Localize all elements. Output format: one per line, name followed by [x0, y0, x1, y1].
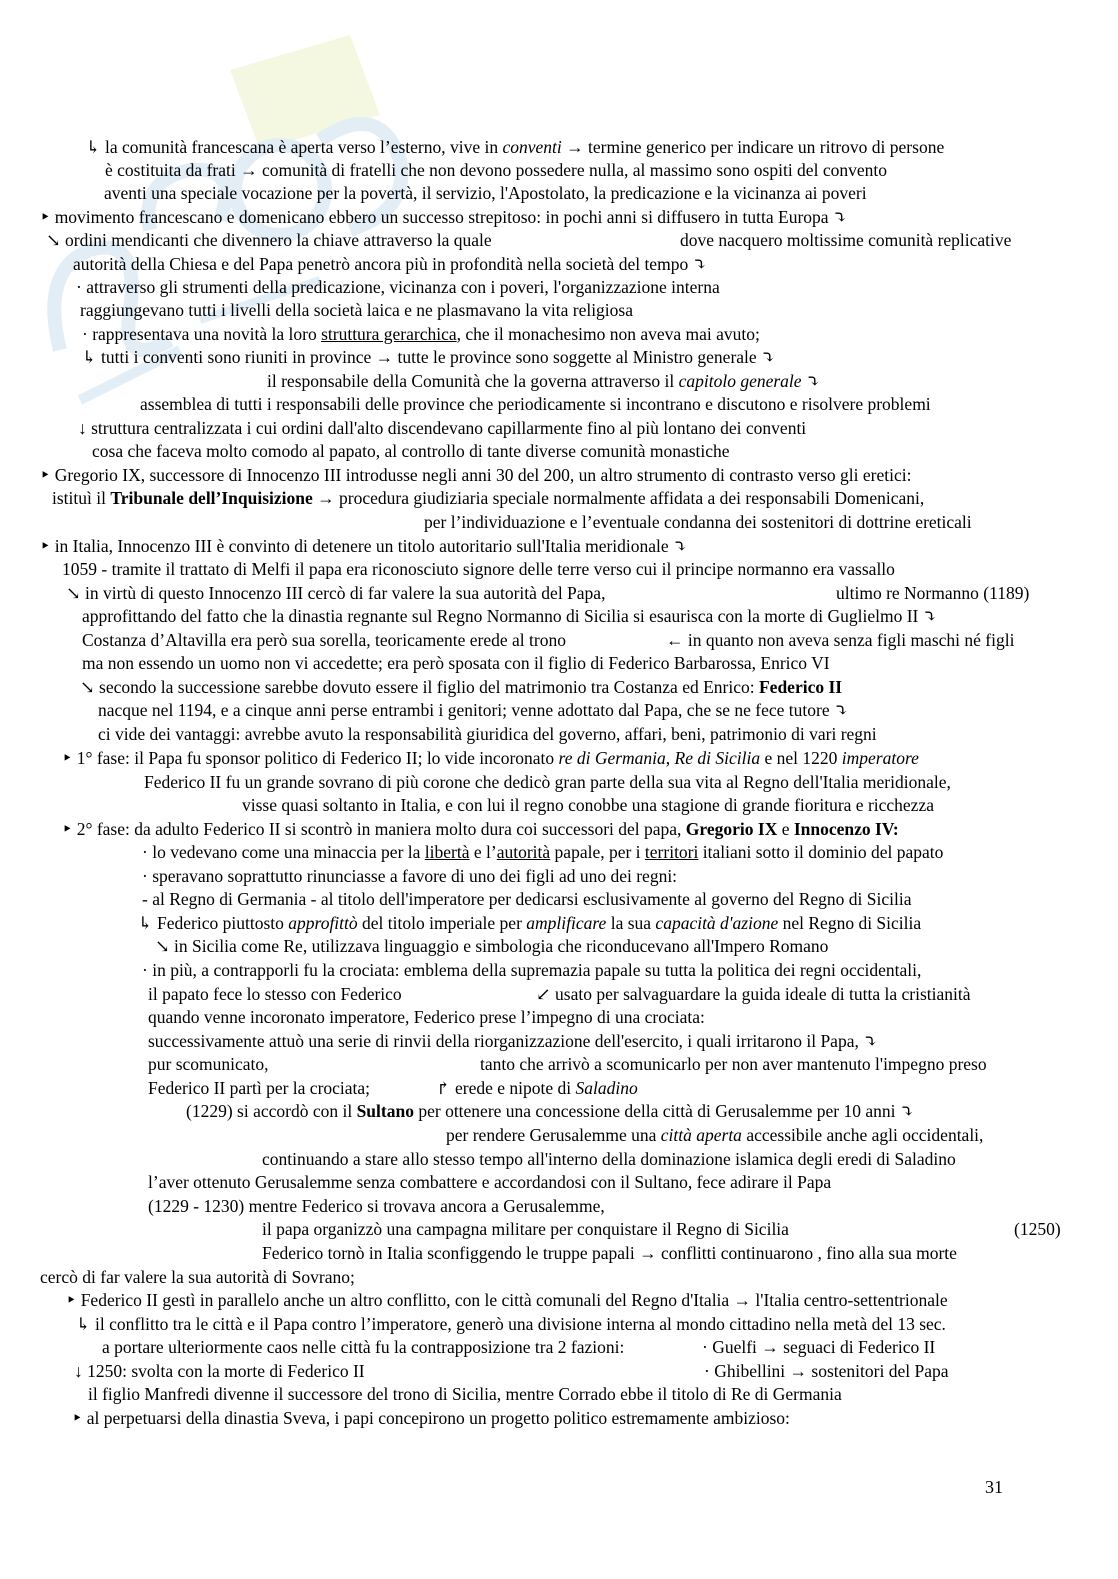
line: approfittando del fatto che la dinastia regnante sul Regno Normanno di Sicilia si esaurisca con la morte di Guglielmo II ⤵ — [82, 606, 938, 626]
line: ci vide dei vantaggi: avrebbe avuto la responsabilità giuridica del governo, affari, beni, patrimonio di vari regni — [98, 724, 877, 744]
line: il figlio Manfredi divenne il successore del trono di Sicilia, mentre Corrado ebbe il titolo di Re di Germania — [88, 1384, 842, 1404]
line: ultimo re Normanno (1189) — [836, 583, 1030, 603]
line: · speravano soprattutto rinunciasse a favore di uno dei figli ad uno dei regni: — [142, 866, 678, 886]
line: · rappresentava una novità la loro struttura gerarchica, che il monachesimo non aveva mai avuto; — [82, 324, 760, 344]
line: il papa organizzò una campagna militare per conquistare il Regno di Sicilia — [262, 1219, 789, 1239]
line: ↙ usato per salvaguardare la guida ideale di tutta la cristianità — [536, 984, 971, 1004]
line: per l’individuazione e l’eventuale condanna dei sostenitori di dottrine ereticali — [424, 512, 972, 532]
line: dove nacquero moltissime comunità replicative — [680, 230, 1012, 250]
line: autorità della Chiesa e del Papa penetrò ancora più in profondità nella società del tempo ⤵ — [73, 254, 708, 274]
line: è costituita da frati → comunità di fratelli che non devono possedere nulla, al massimo sono ospiti del convento — [105, 160, 887, 180]
line: · in più, a contrapporli fu la crociata: emblema della supremazia papale su tutta la politica dei regni occidentali, — [142, 960, 922, 980]
line: Federico tornò in Italia sconfiggendo le truppe papali → conflitti continuarono , fino alla sua morte — [262, 1243, 957, 1263]
line: 1059 - tramite il trattato di Melfi il papa era riconosciuto signore delle terre verso cui il principe normanno era vassallo — [62, 559, 895, 579]
line: a portare ulteriormente caos nelle città fu la contrapposizione tra 2 fazioni: — [102, 1337, 625, 1357]
line: il responsabile della Comunità che la governa attraverso il capitolo generale ⤵ — [267, 371, 821, 391]
line: ↱ erede e nipote di Saladino — [436, 1078, 638, 1098]
line: ↳ il conflitto tra le città e il Papa contro l’imperatore, generò una divisione interna al mondo cittadino nella metà del 13 sec. — [76, 1314, 946, 1334]
line: ↘ in Sicilia come Re, utilizzava linguaggio e simbologia che riconducevano all'Impero Romano — [155, 936, 829, 956]
line: · lo vedevano come una minaccia per la libertà e l’autorità papale, per i territori italiani sotto il dominio del papato — [142, 842, 944, 862]
line: · attraverso gli strumenti della predicazione, vicinanza con i poveri, l'organizzazione interna — [76, 277, 720, 297]
line: ↳ la comunità francescana è aperta verso l’esterno, vive in conventi → termine generico per indicare un ritrovo di persone — [86, 137, 945, 157]
line: quando venne incoronato imperatore, Federico prese l’impegno di una crociata: — [148, 1007, 705, 1027]
line: aventi una speciale vocazione per la povertà, il servizio, l'Apostolato, la predicazione e la vicinanza ai poveri — [104, 183, 867, 203]
line: (1229) si accordò con il Sultano per ottenere una concessione della città di Gerusalemme per 10 anni ⤵ — [186, 1101, 915, 1121]
line: tanto che arrivò a scomunicarlo per non aver mantenuto l'impegno preso — [480, 1054, 987, 1074]
line: ‣ Federico II gestì in parallelo anche un altro conflitto, con le città comunali del Regno d'Italia → l'Italia centro-settentrionale — [66, 1290, 948, 1310]
line: istituì il Tribunale dell’Inquisizione → procedura giudiziaria speciale normalmente affidata a dei responsabili Domenicani, — [52, 488, 925, 508]
line: ↓ struttura centralizzata i cui ordini dall'alto discendevano capillarmente fino al più lontano dei conventi — [78, 418, 807, 438]
line: ↓ 1250: svolta con la morte di Federico II — [74, 1361, 365, 1381]
line: successivamente attuò una serie di rinvii della riorganizzazione dell'esercito, i quali irritarono il Papa, ⤵ — [148, 1031, 878, 1051]
line: visse quasi soltanto in Italia, e con lui il regno conobbe una stagione di grande fioritura e ricchezza — [242, 795, 934, 815]
line: cosa che faceva molto comodo al papato, al controllo di tante diverse comunità monastiche — [92, 441, 730, 461]
line: continuando a stare allo stesso tempo all'interno della dominazione islamica degli eredi di Saladino — [262, 1149, 956, 1169]
line: ‣ in Italia, Innocenzo III è convinto di detenere un titolo autoritario sull'Italia meridionale ⤵ — [40, 536, 688, 556]
line: ‣ 1° fase: il Papa fu sponsor politico di Federico II; lo vide incoronato re di Germania, Re di Sicilia e nel 1220 imperatore — [62, 748, 919, 768]
line: ← in quanto non aveva senza figli maschi né figli — [666, 630, 1015, 650]
line: per rendere Gerusalemme una città aperta accessibile anche agli occidentali, — [446, 1125, 984, 1145]
line: il papato fece lo stesso con Federico — [148, 984, 402, 1004]
line: ↳ Federico piuttosto approfittò del titolo imperiale per amplificare la sua capacità d'azione nel Regno di Sicilia — [138, 913, 922, 933]
line: (1229 - 1230) mentre Federico si trovava ancora a Gerusalemme, — [148, 1196, 605, 1216]
line: l’aver ottenuto Gerusalemme senza combattere e accordandosi con il Sultano, fece adirare il Papa — [148, 1172, 832, 1192]
line: (1250) — [1014, 1219, 1061, 1239]
line: nacque nel 1194, e a cinque anni perse entrambi i genitori; venne adottato dal Papa, che se ne fece tutore ⤵ — [98, 700, 849, 720]
line: · Guelfi → seguaci di Federico II — [702, 1337, 936, 1357]
line: ↘ in virtù di questo Innocenzo III cercò di far valere la sua autorità del Papa, — [66, 583, 606, 603]
line: - al Regno di Germania - al titolo dell'imperatore per dedicarsi esclusivamente al governo del Regno di Sicilia — [142, 889, 912, 909]
line: ↳ tutti i conventi sono riuniti in province → tutte le province sono soggette al Ministro generale ⤵ — [82, 347, 776, 367]
line: Costanza d’Altavilla era però sua sorella, teoricamente erede al trono — [82, 630, 566, 650]
page-number: 31 — [985, 1477, 1003, 1497]
line: assemblea di tutti i responsabili delle province che periodicamente si incontrano e discutono e risolvere problemi — [140, 394, 931, 414]
line: Federico II fu un grande sovrano di più corone che dedicò gran parte della sua vita al Regno dell'Italia meridionale, — [144, 772, 951, 792]
line: ‣ movimento francescano e domenicano ebbero un successo strepitoso: in pochi anni si diffusero in tutta Europa ⤵ — [40, 207, 848, 227]
line: ↘ ordini mendicanti che divennero la chiave attraverso la quale — [46, 230, 492, 250]
line: pur scomunicato, — [148, 1054, 269, 1074]
line: raggiungevano tutti i livelli della società laica e ne plasmavano la vita religiosa — [80, 300, 634, 320]
line: cercò di far valere la sua autorità di Sovrano; — [40, 1267, 355, 1287]
line: ma non essendo un uomo non vi accedette; era però sposata con il figlio di Federico Barbarossa, Enrico VI — [82, 653, 830, 673]
line: ‣ al perpetuarsi della dinastia Sveva, i papi concepirono un progetto politico estremamente ambizioso: — [72, 1408, 790, 1428]
line: Federico II partì per la crociata; — [148, 1078, 371, 1098]
line: ↘ secondo la successione sarebbe dovuto essere il figlio del matrimonio tra Costanza ed Enrico: Federico II — [80, 677, 843, 697]
line: · Ghibellini → sostenitori del Papa — [704, 1361, 949, 1381]
line: ‣ Gregorio IX, successore di Innocenzo III introdusse negli anni 30 del 200, un altro strumento di contrasto verso gli eretici: — [40, 465, 912, 485]
line: ‣ 2° fase: da adulto Federico II si scontrò in maniera molto dura coi successori del papa, Gregorio IX e Innocenzo IV: — [62, 819, 899, 839]
